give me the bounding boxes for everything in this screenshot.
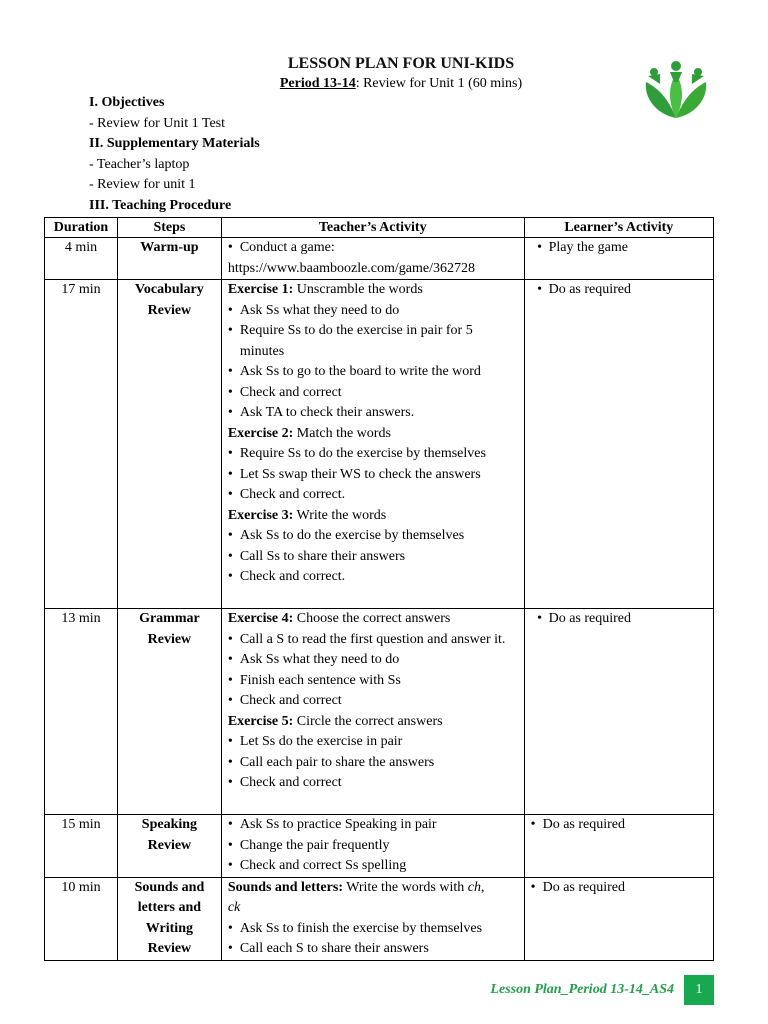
duration-cell: 15 min	[45, 815, 118, 878]
exercise-heading	[228, 280, 518, 301]
objectives-heading: I. Objectives	[89, 95, 165, 110]
activity-item: • Ask Ss to practice Speaking in pair	[228, 815, 518, 836]
activity-item: • Ask Ss to finish the exercise by themselves	[228, 919, 518, 940]
exercise-label: Exercise 3:	[227, 507, 294, 523]
activity-item: • Check and correct Ss spelling	[228, 856, 518, 877]
activity-item: • Conduct a game:	[228, 238, 518, 259]
step-label-line: Review	[147, 837, 192, 853]
learner-activity-cell	[524, 280, 713, 609]
exercise-label: Exercise 5:	[227, 713, 294, 729]
materials-heading: II. Supplementary Materials	[89, 136, 260, 151]
learner-item: • Do as required	[531, 878, 707, 899]
step-cell	[117, 877, 221, 960]
step-label-line: letters and	[137, 900, 202, 915]
table-row	[45, 815, 714, 878]
step-cell	[117, 280, 221, 609]
step-label-line: Grammar	[139, 611, 200, 626]
exercise-text: Unscramble the words	[293, 282, 423, 297]
step-label-line: Writing	[145, 920, 193, 936]
duration-cell: 17 min	[45, 280, 118, 609]
table-header-row	[45, 218, 714, 238]
duration-cell: 4 min	[45, 238, 118, 280]
teacher-activity-cell	[221, 877, 524, 960]
step-label-line: Sounds and	[134, 879, 205, 895]
activity-item: • Call a S to read the first question and answer it.	[228, 630, 518, 651]
subtitle-text: : Review for Unit 1 (60 mins)	[355, 76, 523, 91]
header-teacher-activity: Teacher’s Activity	[221, 218, 524, 238]
step-label-line: Review	[147, 302, 192, 318]
learner-activity-cell	[524, 877, 713, 960]
uni-kids-logo-icon	[638, 58, 714, 120]
activity-item: • Check and correct.	[228, 567, 518, 588]
exercise-heading	[228, 609, 518, 630]
learner-item: • Do as required	[531, 815, 707, 836]
activity-item: • Let Ss swap their WS to check the answers	[228, 465, 518, 486]
teacher-activity-cell	[221, 280, 524, 609]
learner-item: • Play the game	[531, 238, 707, 259]
exercise-text: Circle the correct answers	[293, 713, 443, 729]
table-row	[45, 609, 714, 815]
activity-item: • Check and correct	[228, 383, 518, 404]
intro-section	[89, 93, 260, 216]
step-cell: Warm-up	[117, 238, 221, 280]
activity-item: • Call each S to share their answers	[228, 939, 518, 960]
materials-item: - Teacher’s laptop	[89, 156, 190, 172]
teaching-procedure-table	[44, 217, 714, 961]
exercise-heading	[228, 424, 518, 445]
activity-item: • Ask Ss to do the exercise by themselves	[228, 526, 518, 547]
exercise-heading	[228, 712, 518, 733]
step-cell	[117, 815, 221, 878]
exercise-text: Write the words with	[342, 879, 468, 895]
step-label-line: Review	[147, 941, 192, 956]
game-link[interactable]: https://www.baamboozle.com/game/362728	[227, 260, 475, 276]
activity-item: • Require Ss to do the exercise by themselves	[228, 444, 518, 465]
step-label-line: Review	[147, 631, 192, 647]
exercise-label: Exercise 1:	[227, 282, 294, 297]
period-label: Period 13-14	[279, 76, 356, 91]
activity-item: • Call Ss to share their answers	[228, 547, 518, 568]
header-duration: Duration	[45, 218, 118, 238]
separator: ,	[480, 879, 485, 895]
learner-item: • Do as required	[531, 280, 707, 301]
header-steps: Steps	[117, 218, 221, 238]
exercise-text: Write the words	[293, 507, 387, 523]
activity-item: • Check and correct	[228, 773, 518, 794]
learner-activity-cell	[524, 238, 713, 280]
exercise-text: Match the words	[293, 425, 391, 441]
duration-cell: 10 min	[45, 877, 118, 960]
activity-item: • Ask TA to check their answers.	[228, 403, 518, 424]
table-row	[45, 280, 714, 609]
footer-label: Lesson Plan_Period 13-14_AS4	[490, 982, 674, 997]
activity-item: • Check and correct	[228, 691, 518, 712]
learner-activity-cell	[524, 609, 713, 815]
sound-ch: ch	[467, 879, 481, 895]
activity-item: • Change the pair frequently	[228, 836, 518, 857]
duration-cell: 13 min	[45, 609, 118, 815]
procedure-heading: III. Teaching Procedure	[89, 197, 232, 213]
sound-ck: ck	[227, 900, 241, 915]
activity-item: • Ask Ss what they need to do	[228, 650, 518, 671]
exercise-text: Choose the correct answers	[293, 611, 451, 626]
exercise-label: Exercise 2:	[227, 425, 294, 441]
activity-item: • Ask Ss what they need to do	[228, 301, 518, 322]
teacher-activity-cell	[221, 609, 524, 815]
learner-activity-cell	[524, 815, 713, 878]
activity-item: • Finish each sentence with Ss	[228, 671, 518, 692]
objectives-item: - Review for Unit 1 Test	[89, 115, 226, 131]
exercise-label: Exercise 4:	[227, 611, 294, 626]
step-label-line: Vocabulary	[135, 282, 204, 297]
teacher-activity-cell	[221, 238, 524, 280]
table-row	[45, 238, 714, 280]
document-title: LESSON PLAN FOR UNI-KIDS	[287, 55, 515, 72]
activity-item: • Call each pair to share the answers	[228, 753, 518, 774]
step-label-line: Speaking	[141, 817, 198, 832]
header-learner-activity: Learner’s Activity	[524, 218, 713, 238]
learner-item: • Do as required	[531, 609, 707, 630]
exercise-heading	[228, 506, 518, 527]
exercise-heading	[228, 878, 518, 919]
step-cell	[117, 609, 221, 815]
table-row	[45, 877, 714, 960]
activity-item: • Let Ss do the exercise in pair	[228, 732, 518, 753]
activity-item: • Check and correct.	[228, 485, 518, 506]
activity-item: • Ask Ss to go to the board to write the word	[228, 362, 518, 383]
teacher-activity-cell	[221, 815, 524, 878]
exercise-label: Sounds and letters:	[227, 879, 343, 895]
materials-item: - Review for unit 1	[89, 177, 196, 192]
page-number: 1	[684, 975, 714, 1005]
activity-item: • Require Ss to do the exercise in pair for 5 minutes	[228, 321, 518, 362]
